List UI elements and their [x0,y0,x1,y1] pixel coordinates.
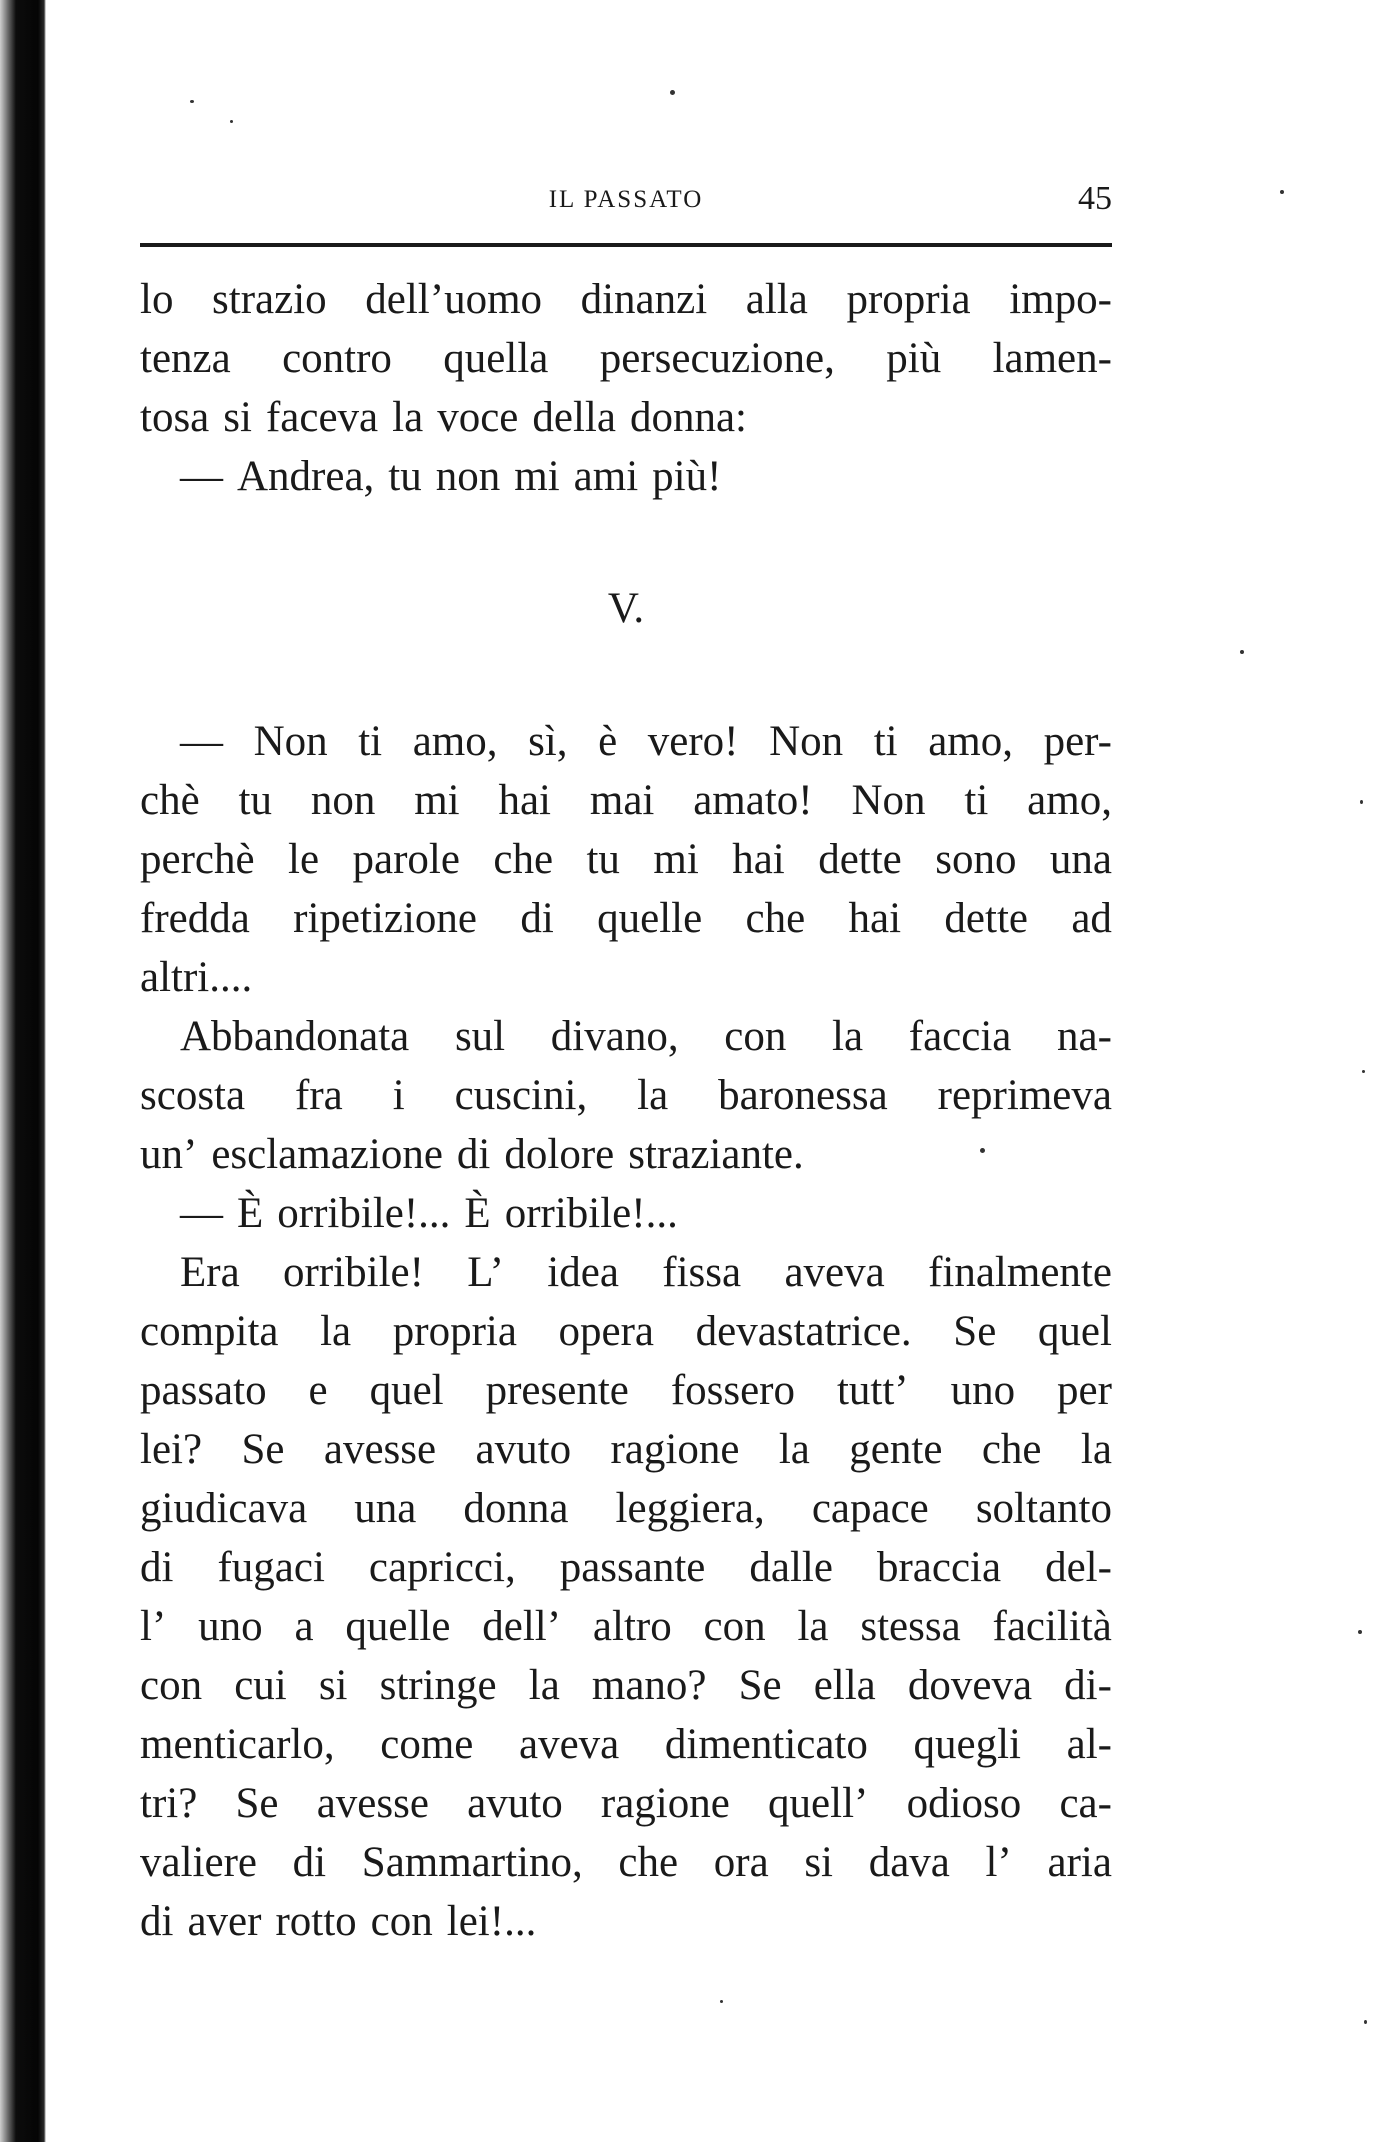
text-line [140,1892,1112,1951]
word: soltanto [975,1485,1112,1532]
text-line [140,1361,1112,1420]
word: si [804,1839,834,1886]
word: voce [437,394,519,441]
word: di [292,1839,327,1886]
word: leggiera, [615,1485,765,1532]
word: quelle [345,1603,451,1650]
word: dell’uomo [365,276,543,323]
paragraph [140,1184,1112,1243]
word: lamen- [992,335,1112,382]
word: quelle [597,895,703,942]
word: amo, [412,718,498,765]
word: na- [1057,1013,1112,1060]
text-line [140,1715,1112,1774]
paragraph [140,447,1112,506]
word: tri? [140,1780,198,1827]
body-text [140,270,1112,1951]
word: l’ [140,1603,167,1650]
word: a [294,1603,314,1650]
word: lei!... [446,1898,537,1945]
word: amo, [1027,777,1112,824]
word: tutt’ [836,1367,909,1414]
word: Se [241,1426,285,1473]
word: l’ [985,1839,1012,1886]
word: contro [282,335,392,382]
text-line [140,1538,1112,1597]
paragraph [140,1243,1112,1951]
word: mi [414,777,460,824]
word: ripetizione [293,895,478,942]
word: dimenticato [664,1721,868,1768]
paper-speck [1364,2020,1367,2024]
word: mano? [591,1662,707,1709]
word: è [598,718,618,765]
word: Se [235,1780,279,1827]
word: di [140,1898,174,1945]
word: non [310,777,376,824]
word: stessa [860,1603,961,1650]
word: di [456,1131,491,1178]
text-line [140,270,1112,329]
word: sì, [528,718,568,765]
word: con [370,1898,433,1945]
word: odioso [906,1780,1022,1827]
text-line [140,830,1112,889]
word: mi [514,453,560,500]
word: reprimeva [937,1072,1112,1119]
word: hai [848,895,902,942]
word: È [237,1190,264,1237]
word: aveva [784,1249,885,1296]
text-line [140,1774,1112,1833]
word: la [392,394,424,441]
word: la [797,1603,829,1650]
word: dalle [749,1544,833,1591]
word: di- [1064,1662,1112,1709]
word: baronessa [718,1072,888,1119]
word: la [320,1308,352,1355]
word: una [354,1485,417,1532]
word: i [392,1072,405,1119]
word: una [1049,836,1112,883]
text-line [140,948,1112,1007]
word: amato! [693,777,813,824]
word: si [223,394,252,441]
word: la [528,1662,560,1709]
word: ragione [600,1780,730,1827]
word: della [532,394,616,441]
word: orribile!... [504,1190,678,1237]
word: sul [454,1013,506,1060]
word: quel [1037,1308,1112,1355]
word: tu [586,836,620,883]
word: mi [653,836,699,883]
word: tenza [140,335,231,382]
text-line [140,1479,1112,1538]
word: faccia [908,1013,1012,1060]
paper-speck [1280,190,1284,194]
word: fugaci [217,1544,325,1591]
word: Era [180,1249,240,1296]
word: dette [818,836,902,883]
word: fossero [670,1367,796,1414]
word: faceva [265,394,379,441]
text-line [140,712,1112,771]
word: ca- [1059,1780,1112,1827]
text-line [140,1833,1112,1892]
word: valiere [140,1839,257,1886]
word: alla [745,276,808,323]
text-line [140,1420,1112,1479]
word: ad [1071,895,1112,942]
book-spine-shadow [0,0,46,2142]
word: orribile!... [277,1190,451,1237]
paper-speck [190,100,194,103]
word: persecuzione, [599,335,835,382]
word: con [140,1662,203,1709]
word: per- [1043,718,1112,765]
word: fredda [140,895,250,942]
word: non [435,453,501,500]
word: hai [498,777,552,824]
word: ora [713,1839,769,1886]
word: la [637,1072,669,1119]
word: aria [1047,1839,1112,1886]
word: del- [1045,1544,1112,1591]
word: avuto [475,1426,572,1473]
word: dolore [504,1131,615,1178]
text-line [140,447,1112,506]
page-number: 45 [1078,180,1112,217]
header-rule [140,243,1112,247]
word: — [180,453,223,500]
word: cui [234,1662,287,1709]
word: propria [846,276,971,323]
paragraph [140,270,1112,447]
word: L’ [467,1249,504,1296]
word: scosta [140,1072,246,1119]
word: Abbandonata [180,1013,410,1060]
word: Non [769,718,844,765]
text-line [140,1066,1112,1125]
word: dell’ [482,1603,562,1650]
word: la [1080,1426,1112,1473]
word: più [886,335,942,382]
paper-speck [1240,650,1244,654]
word: perchè [140,836,255,883]
word: giudicava [140,1485,308,1532]
text-line [140,388,1112,447]
text-line [140,889,1112,948]
word: divano, [550,1013,679,1060]
word: opera [558,1308,655,1355]
word: al- [1066,1721,1112,1768]
word: più! [652,453,722,500]
word: quel [369,1367,444,1414]
word: straziante. [628,1131,804,1178]
word: gente [849,1426,943,1473]
word: sono [935,836,1017,883]
word: cuscini, [454,1072,588,1119]
word: compita [140,1308,279,1355]
word: orribile! [283,1249,424,1296]
paragraph [140,712,1112,1007]
running-title: IL PASSATO [548,186,704,213]
word: altro [592,1603,672,1650]
word: dette [944,895,1028,942]
word: lei? [140,1426,203,1473]
word: Sammartino, [361,1839,583,1886]
word: mai [589,777,655,824]
word: Non [253,718,328,765]
word: capace [811,1485,929,1532]
word: idea [547,1249,619,1296]
word: — [180,718,223,765]
word: Se [953,1308,997,1355]
paragraph [140,1007,1112,1184]
word: dava [868,1839,950,1886]
word: fissa [662,1249,742,1296]
word: amo, [928,718,1013,765]
word: capricci, [368,1544,516,1591]
word: ti [873,718,898,765]
word: Se [738,1662,782,1709]
word: e [308,1367,328,1414]
word: un’ [140,1131,198,1178]
word: ti [964,777,989,824]
text-line [140,771,1112,830]
word: Andrea, [237,453,375,500]
word: uno [198,1603,263,1650]
paper-speck [1360,800,1363,804]
paper-speck [1362,1070,1365,1073]
word: impo- [1009,276,1112,323]
word: È [464,1190,491,1237]
word: che [745,895,806,942]
word: fra [295,1072,343,1119]
word: passato [140,1367,267,1414]
text-line [140,1243,1112,1302]
word: come [380,1721,474,1768]
word: ti [358,718,383,765]
word: lo [140,276,174,323]
word: finalmente [928,1249,1112,1296]
word: che [981,1426,1042,1473]
word: Non [851,777,926,824]
word: strazio [212,276,327,323]
word: di [140,1544,174,1591]
word: avesse [323,1426,437,1473]
word: aver [187,1898,262,1945]
word: quell’ [768,1780,869,1827]
paper-speck [670,90,675,95]
word: tosa [140,394,210,441]
word: donna [463,1485,569,1532]
word: di [520,895,554,942]
word: ragione [610,1426,740,1473]
word: altri.... [140,954,253,1001]
page-header [140,182,1112,228]
paper-speck [230,120,233,123]
word: doveva [907,1662,1033,1709]
word: uno [950,1367,1016,1414]
word: menticarlo, [140,1721,335,1768]
word: che [493,836,554,883]
text-line [140,1125,1112,1184]
word: per [1057,1367,1112,1414]
text-line [140,1007,1112,1066]
text-line [140,1184,1112,1243]
word: vero! [647,718,739,765]
text-line [140,1302,1112,1361]
word: esclamazione [211,1131,443,1178]
word: ella [813,1662,876,1709]
word: avesse [316,1780,429,1827]
word: tu [238,777,272,824]
word: la [778,1426,810,1473]
paper-speck [720,2000,723,2003]
word: presente [485,1367,629,1414]
word: parole [352,836,460,883]
word: la [832,1013,864,1060]
word: quella [443,335,549,382]
word: chè [140,777,200,824]
word: passante [559,1544,706,1591]
word: le [288,836,320,883]
section-gap [140,652,1112,712]
text-line [140,329,1112,388]
text-line [140,1597,1112,1656]
paper-speck [1358,1630,1362,1634]
word: quegli [913,1721,1021,1768]
word: tu [388,453,422,500]
word: aveva [519,1721,620,1768]
word: ami [573,453,639,500]
word: facilità [992,1603,1112,1650]
text-line [140,1656,1112,1715]
word: con [703,1603,766,1650]
word: che [618,1839,679,1886]
word: — [180,1190,223,1237]
word: hai [732,836,785,883]
section-heading: V. [607,585,645,632]
word: dinanzi [580,276,708,323]
word: stringe [379,1662,497,1709]
word: devastatrice. [695,1308,912,1355]
word: con [724,1013,787,1060]
word: avuto [467,1780,563,1827]
word: donna: [629,394,747,441]
word: propria [392,1308,517,1355]
word: braccia [876,1544,1002,1591]
word: si [318,1662,348,1709]
word: rotto [275,1898,357,1945]
section-gap [140,506,1112,566]
